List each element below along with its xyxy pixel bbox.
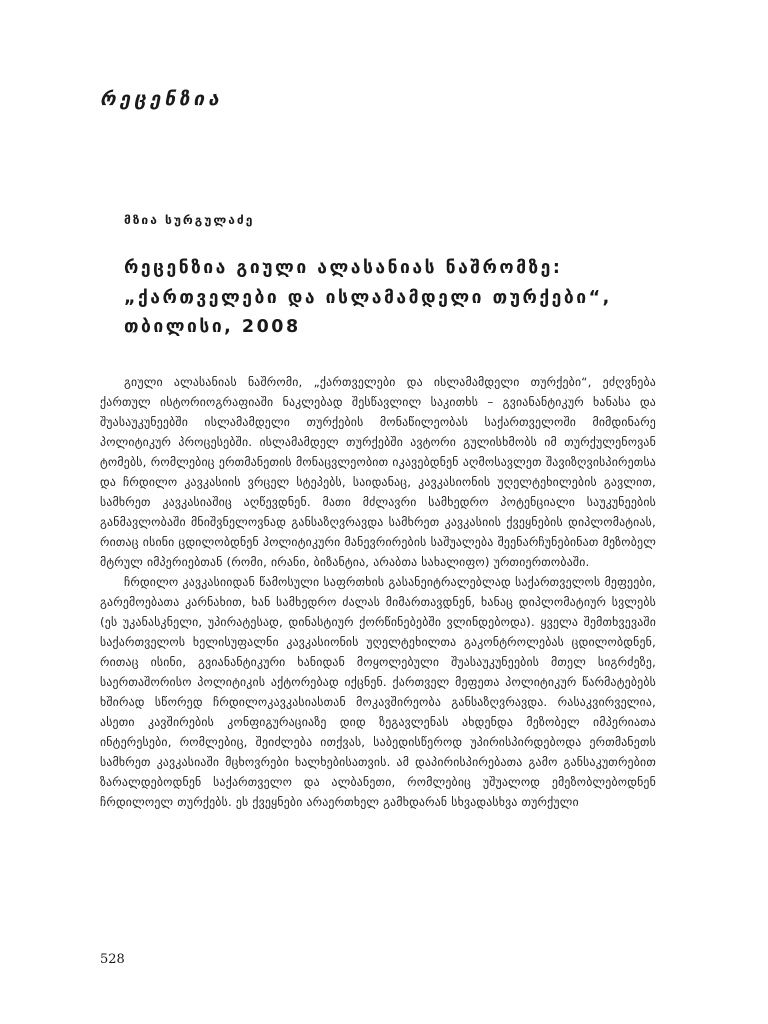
section-title: რეცენზია [100, 88, 223, 110]
body-paragraph: გიული ალასანიას ნაშრომი, „ქართველები და ისლამამდელი თურქები“, ეძღვნება ქართულ ისტორიოგრაფიაში ნაკლებად შესწავლილ საკითხს – გვიანანტიკურ ხანასა და შუასაუკუნეებში ისლამამდელი თურქების მონაწილეობას საქართველოში მიმდინარე პოლიტიკურ პროცესებში. ისლამამდელ თურქებში ავტორი გულისხმობს იმ თურქულენოვან ტომებს, რომლებიც ერთმანეთის მონაცვლეობით იკავებდნენ აღმოსავლეთ შავიზღვისპირეთსა და ჩრდილო კავკასიის ვრცელ სტეპებს, საიდანაც, კავკასიონის უღელტეხილების გავლით, სამხრეთ კავკასიაშიც აღწევდნენ. მათი მძლავრი სამხედრო პოტენციალი საუკუნეების განმავლობაში მნიშვნელოვნად განსაზღვრავდა სამხრეთ კავკასიის ქვეყნების დიპლომატიას, რითაც ისინი ცდილობდნენ პოლიტიკური მანევრირების საშუალება შეენარჩუნებინათ მეზობელ მტრულ იმპერიებთან (რომი, ირანი, ბიზანტია, არაბთა სახალიფო) ურთიერთობაში. [100, 375, 656, 569]
article-title-line: „ქართველები და ისლამამდელი თურქები“, [124, 287, 612, 308]
article-title-line: თბილისი, 2008 [124, 317, 301, 337]
page-number: 528 [100, 952, 125, 967]
article-title [124, 254, 684, 343]
article-body [100, 372, 656, 812]
article-title-line: რეცენზია გიული ალასანიას ნაშრომზე: [124, 258, 563, 278]
author-name: მზია სურგულაძე [124, 213, 255, 227]
body-paragraph: ჩრდილო კავკასიიდან წამოსული საფრთხის გასანეიტრალებლად საქართველოს მეფეები, გარემოებათა კარნახით, ხან სამხედრო ძალას მიმართავდნენ, ხანაც დიპლომატიურ სვლებს (ეს უკანასკნელი, უპირატესად, დინასტიურ ქორწინებებში ვლინდებოდა). ყველა შემთხვევაში საქართველოს ხელისუფალნი კავკასიონის უღელტეხილთა გაკონტროლებას ცდილობდნენ, რითაც ისინი, გვიანანტიკური ხანიდან მოყოლებული შუასაუკუნეების მთელ სიგრძეზე, საერთაშორისო პოლიტიკის აქტორებად იქცნენ. ქართველ მეფეთა პოლიტიკურ წარმატებებს ხშირად სწორედ ჩრდილოკავკასიასთან მოკავშირეობა განსაზღვრავდა. რასაკვირველია, ასეთი კავშირების კონფიგურაციაზე დიდ ზეგავლენას ახდენდა მეზობელ იმპერიათა ინტერესები, რომლებიც, შეიძლება ითქვას, საბედისწეროდ უპირისპირდებოდა ერთმანეთს სამხრეთ კავკასიაში მცხოვრები ხალხებისათვის. ამ დაპირისპირებათა გამო განსაკუთრებით ზარალდებოდნენ საქართველო და ალბანეთი, რომლებიც უშუალოდ ემეზობლებოდნენ ჩრდილოელ თურქებს. ეს ქვეყნები არაერთხელ გამხდარან სხვადასხვა თურქული [100, 575, 656, 809]
